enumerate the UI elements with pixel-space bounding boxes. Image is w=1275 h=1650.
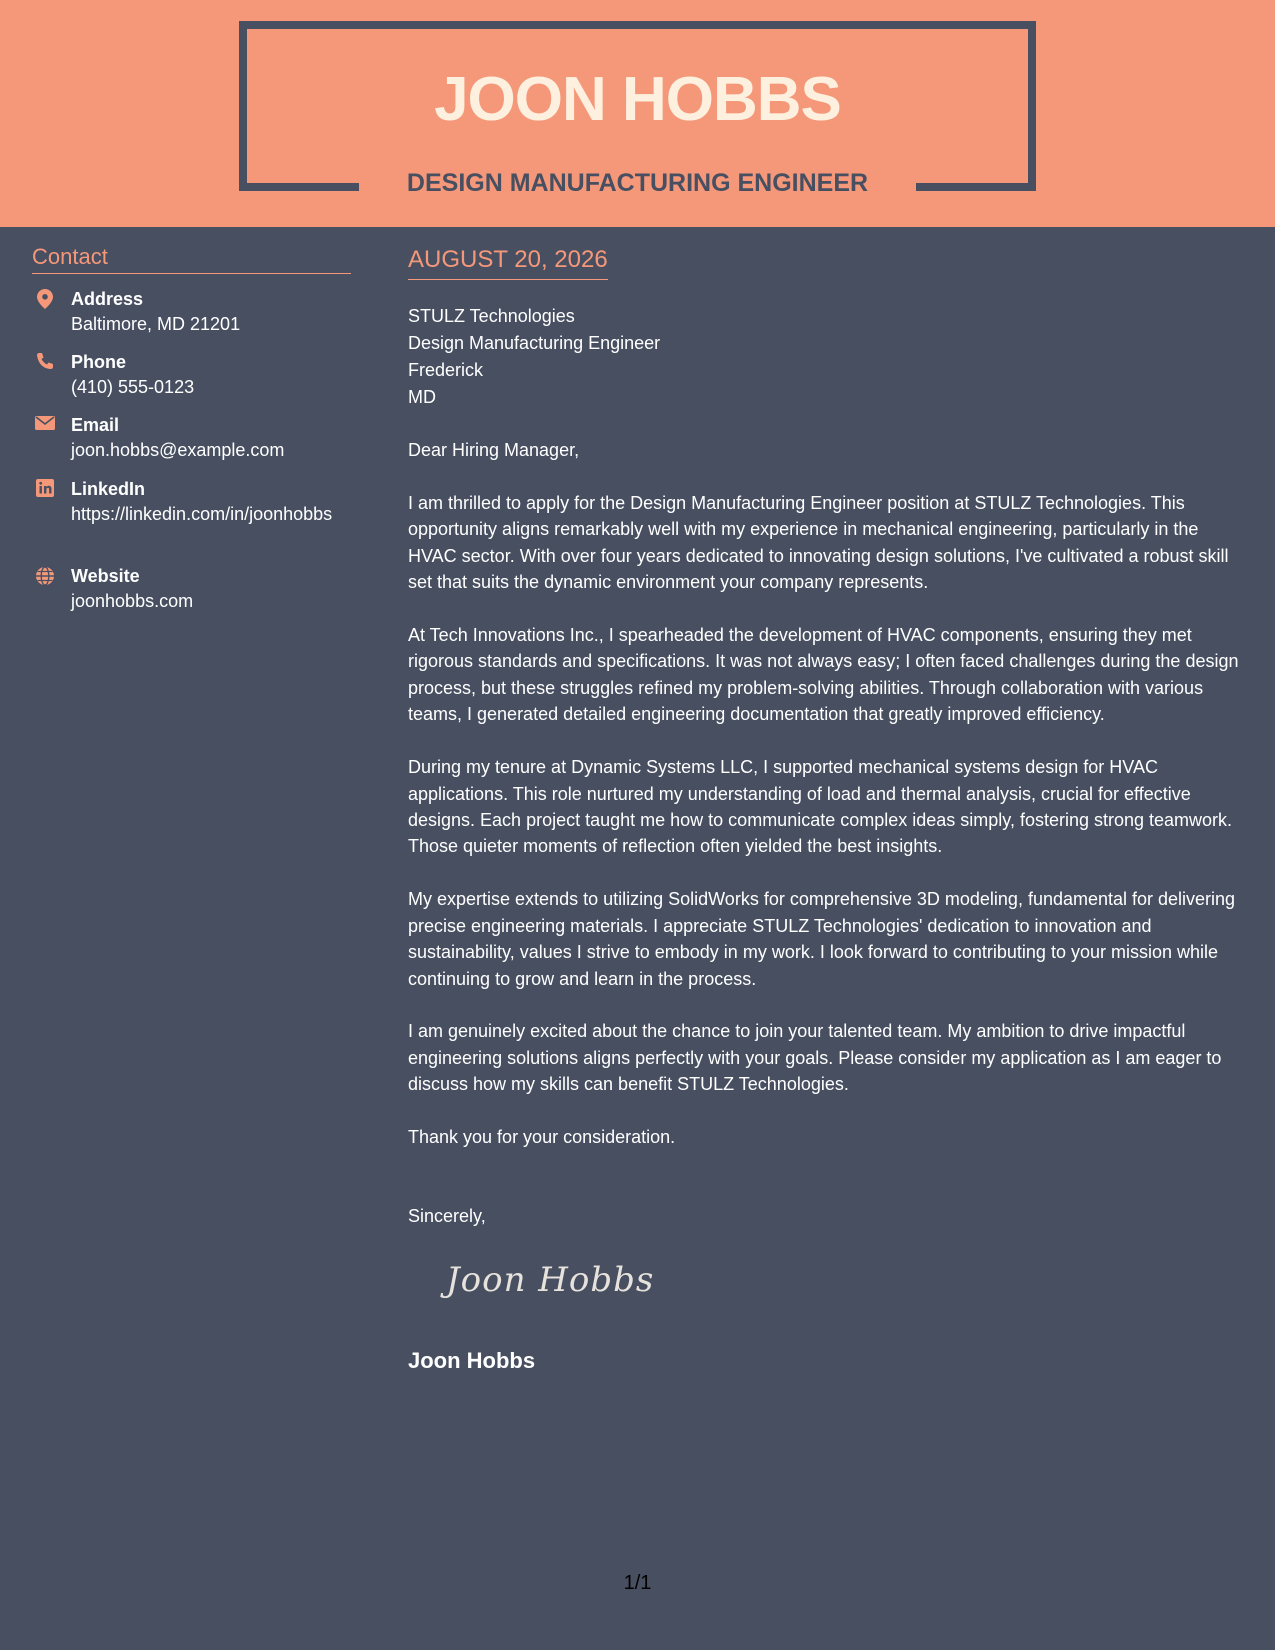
envelope-icon (32, 415, 58, 437)
salutation: Dear Hiring Manager, (408, 440, 580, 460)
contact-heading: Contact (32, 243, 351, 274)
signature: Joon Hobbs (446, 1260, 655, 1300)
recipient-city: Frederick (408, 360, 484, 380)
body-paragraph: During my tenure at Dynamic Systems LLC, I supported mechanical systems design for HVAC applications. This role nurtured my understanding of load and thermal analysis, crucial for effective designs. Each project taught me how to communicate complex ideas simply, fostering strong teamwork. Those quieter moments of reflection often yielded the best insights. (408, 757, 1233, 857)
recipient-company: STULZ Technologies (408, 306, 575, 326)
linkedin-icon (32, 479, 58, 501)
contact-label: LinkedIn (71, 479, 146, 499)
body-paragraph: I am thrilled to apply for the Design Manufacturing Engineer position at STULZ Technologies. This opportunity aligns remarkably well with my experience in mechanical engineering, particularly in the HVAC sector. With over four years dedicated to innovating design solutions, I've cultivated a robust skill set that suits the dynamic environment your company represents. (408, 492, 1229, 593)
contact-label: Website (71, 566, 140, 586)
page-number: 1/1 (623, 1572, 652, 1594)
closing-paragraph: Thank you for your consideration. (408, 1127, 676, 1148)
applicant-name: JOON HOBBS (434, 65, 841, 134)
applicant-job-title: DESIGN MANUFACTURING ENGINEER (406, 169, 869, 197)
letter-body (408, 437, 1243, 1255)
contact-value: joon.hobbs@example.com (71, 440, 285, 460)
contact-value: https://linkedin.com/in/joonhobbs (71, 504, 333, 524)
body-paragraph: I am genuinely excited about the chance to join your talented team. My ambition to drive impactful engineering solutions aligns perfectly with your goals. Please consider my application as I am eager to discuss how my skills can benefit STULZ Technologies. (408, 1021, 1222, 1095)
contact-label: Phone (71, 352, 127, 372)
contact-label: Email (71, 415, 120, 435)
contact-value: joonhobbs.com (71, 591, 194, 611)
body-paragraph: My expertise extends to utilizing SolidWorks for comprehensive 3D modeling, fundamental for delivering precise engineering materials. I appreciate STULZ Technologies' dedication to innovation and sustainability, values I strive to embody in my work. I look forward to contributing to your mission while continuing to grow and learn in the process. (408, 889, 1236, 989)
globe-icon (32, 566, 58, 588)
contact-label: Address (71, 289, 144, 309)
map-pin-icon (32, 289, 58, 311)
recipient-position: Design Manufacturing Engineer (408, 333, 661, 353)
recipient-block (408, 303, 660, 411)
closing: Sincerely, (408, 1205, 486, 1226)
header-banner (0, 0, 1275, 227)
contact-value: Baltimore, MD 21201 (71, 314, 241, 334)
contact-value: (410) 555-0123 (71, 377, 195, 397)
letter-date: AUGUST 20, 2026 (408, 245, 608, 280)
body-paragraph: At Tech Innovations Inc., I spearheaded the development of HVAC components, ensuring they met rigorous standards and specifications. It was not always easy; I often faced challenges during the design process, but these struggles refined my problem-solving abilities. Through collaboration with various teams, I generated detailed engineering documentation that greatly improved efficiency. (408, 625, 1239, 725)
signer-name: Joon Hobbs (408, 1348, 536, 1373)
phone-icon (32, 352, 58, 374)
recipient-state: MD (408, 387, 436, 407)
